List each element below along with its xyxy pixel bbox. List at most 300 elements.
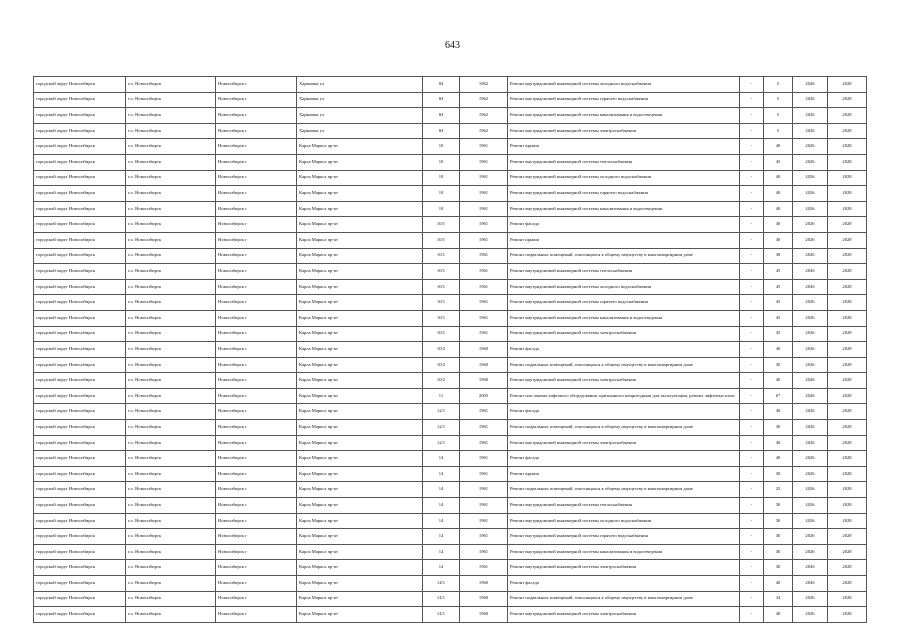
cell-year-end: 2028 [828, 435, 867, 451]
table-row [34, 466, 867, 482]
cell-work-type: Ремонт внутридомовой инженерной системы электроснабжения [508, 435, 740, 451]
cell-year-end: 2028 [828, 373, 867, 389]
cell-street: Карла Маркса пр-кт [297, 404, 423, 420]
cell-year-end: 2028 [828, 451, 867, 467]
cell-year-built: 1962 [460, 77, 508, 93]
cell-house: 10 [423, 154, 460, 170]
cell-municipality: г.о. Новосибирск [126, 186, 216, 202]
cell-count: 5 [764, 123, 793, 139]
table-row [34, 342, 867, 358]
cell-year-built: 1962 [460, 108, 508, 124]
cell-street: Карла Маркса пр-кт [297, 217, 423, 233]
cell-street: Карла Маркса пр-кт [297, 388, 423, 404]
cell-year-start: 2026 [793, 466, 828, 482]
cell-count: 30 [764, 357, 793, 373]
cell-year-built: 1961 [460, 186, 508, 202]
cell-dash: - [740, 295, 764, 311]
cell-city: Новосибирск г [216, 544, 297, 560]
cell-okrug: городской округ Новосибирск [34, 326, 126, 342]
cell-year-start: 2026 [793, 326, 828, 342]
cell-city: Новосибирск г [216, 451, 297, 467]
cell-okrug: городской округ Новосибирск [34, 248, 126, 264]
cell-dash: - [740, 591, 764, 607]
cell-city: Новосибирск г [216, 576, 297, 592]
cell-count: 6* [764, 388, 793, 404]
cell-year-end: 2028 [828, 264, 867, 280]
cell-work-type: Ремонт внутридомовой инженерной системы канализования и водоотведения [508, 108, 740, 124]
cell-year-start: 2026 [793, 92, 828, 108]
cell-year-built: 1961 [460, 248, 508, 264]
cell-dash: - [740, 310, 764, 326]
cell-work-type: Ремонт внутридомовой инженерной системы горячего водоснабжения [508, 529, 740, 545]
cell-city: Новосибирск г [216, 92, 297, 108]
cell-year-start: 2026 [793, 482, 828, 498]
cell-year-built: 1961 [460, 435, 508, 451]
table-row [34, 591, 867, 607]
cell-okrug: городской округ Новосибирск [34, 466, 126, 482]
cell-house: 14/1 [423, 607, 460, 623]
cell-okrug: городской округ Новосибирск [34, 560, 126, 576]
cell-city: Новосибирск г [216, 310, 297, 326]
cell-year-end: 2028 [828, 92, 867, 108]
cell-house: 10/1 [423, 232, 460, 248]
cell-municipality: г.о. Новосибирск [126, 123, 216, 139]
cell-municipality: г.о. Новосибирск [126, 435, 216, 451]
cell-year-built: 1961 [460, 482, 508, 498]
cell-year-end: 2028 [828, 139, 867, 155]
cell-street: Карла Маркса пр-кт [297, 576, 423, 592]
cell-house: 14/1 [423, 576, 460, 592]
cell-house: 10 [423, 186, 460, 202]
cell-year-start: 2026 [793, 404, 828, 420]
cell-count: 45 [764, 310, 793, 326]
cell-work-type: Ремонт фасада [508, 217, 740, 233]
cell-house: 14 [423, 466, 460, 482]
cell-year-built: 1961 [460, 295, 508, 311]
cell-year-start: 2026 [793, 295, 828, 311]
cell-municipality: г.о. Новосибирск [126, 77, 216, 93]
cell-dash: - [740, 108, 764, 124]
cell-municipality: г.о. Новосибирск [126, 342, 216, 358]
cell-municipality: г.о. Новосибирск [126, 170, 216, 186]
cell-municipality: г.о. Новосибирск [126, 451, 216, 467]
cell-count: 40 [764, 186, 793, 202]
cell-year-start: 2026 [793, 139, 828, 155]
cell-year-end: 2028 [828, 404, 867, 420]
cell-year-built: 1961 [460, 201, 508, 217]
cell-year-start: 2026 [793, 264, 828, 280]
table-row [34, 420, 867, 436]
cell-municipality: г.о. Новосибирск [126, 279, 216, 295]
table-row [34, 108, 867, 124]
table-row [34, 607, 867, 623]
table-row [34, 123, 867, 139]
cell-year-end: 2028 [828, 217, 867, 233]
cell-year-built: 1962 [460, 123, 508, 139]
cell-work-type: Ремонт внутридомовой инженерной системы канализования и водоотведения [508, 544, 740, 560]
cell-year-built: 1960 [460, 607, 508, 623]
table-row [34, 404, 867, 420]
cell-count: 40 [764, 342, 793, 358]
cell-year-built: 1960 [460, 373, 508, 389]
cell-work-type: Ремонт внутридомовой инженерной системы теплоснабжения [508, 264, 740, 280]
cell-street: Карла Маркса пр-кт [297, 279, 423, 295]
cell-city: Новосибирск г [216, 388, 297, 404]
cell-okrug: городской округ Новосибирск [34, 513, 126, 529]
cell-year-end: 2028 [828, 420, 867, 436]
cell-city: Новосибирск г [216, 466, 297, 482]
cell-street: Хармаина ул [297, 92, 423, 108]
cell-house: 84 [423, 92, 460, 108]
cell-year-end: 2028 [828, 544, 867, 560]
cell-street: Карла Маркса пр-кт [297, 154, 423, 170]
cell-dash: - [740, 201, 764, 217]
cell-count: 30 [764, 513, 793, 529]
cell-count: 30 [764, 498, 793, 514]
cell-dash: - [740, 264, 764, 280]
cell-municipality: г.о. Новосибирск [126, 513, 216, 529]
cell-dash: - [740, 357, 764, 373]
cell-year-start: 2026 [793, 154, 828, 170]
cell-okrug: городской округ Новосибирск [34, 342, 126, 358]
table-row [34, 186, 867, 202]
cell-municipality: г.о. Новосибирск [126, 295, 216, 311]
cell-municipality: г.о. Новосибирск [126, 92, 216, 108]
table-row [34, 388, 867, 404]
cell-work-type: Ремонт внутридомовой инженерной системы теплоснабжения [508, 498, 740, 514]
cell-city: Новосибирск г [216, 279, 297, 295]
cell-street: Карла Маркса пр-кт [297, 357, 423, 373]
cell-okrug: городской округ Новосибирск [34, 232, 126, 248]
cell-okrug: городской округ Новосибирск [34, 154, 126, 170]
cell-street: Карла Маркса пр-кт [297, 264, 423, 280]
table-row [34, 529, 867, 545]
cell-city: Новосибирск г [216, 607, 297, 623]
cell-house: 10/2 [423, 342, 460, 358]
cell-okrug: городской округ Новосибирск [34, 139, 126, 155]
cell-house: 10/1 [423, 217, 460, 233]
cell-dash: - [740, 326, 764, 342]
table-row [34, 435, 867, 451]
cell-municipality: г.о. Новосибирск [126, 560, 216, 576]
cell-year-start: 2026 [793, 217, 828, 233]
cell-house: 14 [423, 482, 460, 498]
cell-street: Карла Маркса пр-кт [297, 139, 423, 155]
cell-count: 5 [764, 92, 793, 108]
cell-dash: - [740, 342, 764, 358]
cell-year-start: 2026 [793, 123, 828, 139]
cell-municipality: г.о. Новосибирск [126, 201, 216, 217]
cell-year-start: 2026 [793, 498, 828, 514]
cell-okrug: городской округ Новосибирск [34, 388, 126, 404]
cell-work-type: Ремонт внутридомовой инженерной системы электроснабжения [508, 373, 740, 389]
cell-year-start: 2026 [793, 576, 828, 592]
cell-work-type: Ремонт подвальных помещений, относящихся к общему имуществу в многоквартирном доме [508, 420, 740, 436]
cell-count: 30 [764, 466, 793, 482]
cell-house: 84 [423, 108, 460, 124]
cell-year-built: 1960 [460, 342, 508, 358]
cell-city: Новосибирск г [216, 154, 297, 170]
table-row [34, 248, 867, 264]
cell-year-built: 1961 [460, 420, 508, 436]
table-row [34, 264, 867, 280]
cell-house: 10/2 [423, 373, 460, 389]
table-row [34, 513, 867, 529]
cell-street: Карла Маркса пр-кт [297, 373, 423, 389]
table-row [34, 139, 867, 155]
cell-year-start: 2026 [793, 529, 828, 545]
cell-year-built: 1960 [460, 591, 508, 607]
cell-city: Новосибирск г [216, 498, 297, 514]
cell-count: 40 [764, 139, 793, 155]
cell-year-built: 1961 [460, 154, 508, 170]
cell-okrug: городской округ Новосибирск [34, 92, 126, 108]
cell-count: 40 [764, 217, 793, 233]
cell-okrug: городской округ Новосибирск [34, 170, 126, 186]
cell-municipality: г.о. Новосибирск [126, 357, 216, 373]
cell-municipality: г.о. Новосибирск [126, 217, 216, 233]
cell-street: Карла Маркса пр-кт [297, 560, 423, 576]
cell-year-end: 2028 [828, 607, 867, 623]
cell-street: Карла Маркса пр-кт [297, 529, 423, 545]
cell-house: 12/1 [423, 435, 460, 451]
cell-okrug: городской округ Новосибирск [34, 108, 126, 124]
cell-okrug: городской округ Новосибирск [34, 186, 126, 202]
cell-count: 45 [764, 295, 793, 311]
cell-year-start: 2026 [793, 607, 828, 623]
cell-city: Новосибирск г [216, 482, 297, 498]
cell-year-start: 2026 [793, 232, 828, 248]
cell-work-type: Ремонт внутридомовой инженерной системы электроснабжения [508, 123, 740, 139]
cell-okrug: городской округ Новосибирск [34, 591, 126, 607]
cell-year-built: 1961 [460, 498, 508, 514]
cell-street: Карла Маркса пр-кт [297, 435, 423, 451]
cell-work-type: Ремонт внутридомовой инженерной системы канализования и водоотведения [508, 310, 740, 326]
cell-year-start: 2026 [793, 357, 828, 373]
cell-municipality: г.о. Новосибирск [126, 482, 216, 498]
cell-street: Карла Маркса пр-кт [297, 451, 423, 467]
cell-year-built: 1961 [460, 232, 508, 248]
cell-okrug: городской округ Новосибирск [34, 404, 126, 420]
cell-house: 10/1 [423, 310, 460, 326]
cell-city: Новосибирск г [216, 420, 297, 436]
cell-municipality: г.о. Новосибирск [126, 264, 216, 280]
cell-count: 40 [764, 170, 793, 186]
cell-year-built: 1961 [460, 326, 508, 342]
cell-year-start: 2026 [793, 201, 828, 217]
cell-dash: - [740, 544, 764, 560]
cell-okrug: городской округ Новосибирск [34, 451, 126, 467]
cell-year-built: 1960 [460, 576, 508, 592]
cell-municipality: г.о. Новосибирск [126, 576, 216, 592]
cell-street: Карла Маркса пр-кт [297, 513, 423, 529]
cell-count: 45 [764, 326, 793, 342]
cell-year-end: 2028 [828, 482, 867, 498]
cell-street: Карла Маркса пр-кт [297, 591, 423, 607]
cell-year-built: 1960 [460, 357, 508, 373]
cell-street: Карла Маркса пр-кт [297, 466, 423, 482]
cell-work-type: Ремонт внутридомовой инженерной системы холодного водоснабжения [508, 77, 740, 93]
cell-house: 10 [423, 201, 460, 217]
cell-okrug: городской округ Новосибирск [34, 420, 126, 436]
table-row [34, 373, 867, 389]
cell-year-built: 1961 [460, 466, 508, 482]
cell-dash: - [740, 217, 764, 233]
cell-house: 10/2 [423, 357, 460, 373]
cell-dash: - [740, 92, 764, 108]
cell-count: 38 [764, 248, 793, 264]
cell-count: 30 [764, 544, 793, 560]
cell-year-end: 2028 [828, 170, 867, 186]
cell-dash: - [740, 232, 764, 248]
cell-year-end: 2028 [828, 591, 867, 607]
cell-city: Новосибирск г [216, 529, 297, 545]
cell-okrug: городской округ Новосибирск [34, 310, 126, 326]
table-row [34, 279, 867, 295]
cell-house: 12/1 [423, 404, 460, 420]
cell-work-type: Ремонт внутридомовой инженерной системы горячего водоснабжения [508, 186, 740, 202]
cell-year-start: 2026 [793, 420, 828, 436]
cell-city: Новосибирск г [216, 77, 297, 93]
cell-municipality: г.о. Новосибирск [126, 404, 216, 420]
cell-city: Новосибирск г [216, 139, 297, 155]
cell-year-start: 2026 [793, 513, 828, 529]
cell-count: 45 [764, 279, 793, 295]
cell-municipality: г.о. Новосибирск [126, 544, 216, 560]
cell-street: Карла Маркса пр-кт [297, 232, 423, 248]
cell-house: 10 [423, 139, 460, 155]
cell-city: Новосибирск г [216, 342, 297, 358]
page-number: 643 [445, 40, 460, 51]
cell-year-end: 2028 [828, 201, 867, 217]
cell-year-end: 2028 [828, 248, 867, 264]
cell-dash: - [740, 529, 764, 545]
cell-work-type: Ремонт крыши [508, 466, 740, 482]
cell-year-start: 2026 [793, 435, 828, 451]
cell-city: Новосибирск г [216, 373, 297, 389]
cell-city: Новосибирск г [216, 404, 297, 420]
table-row [34, 295, 867, 311]
cell-dash: - [740, 420, 764, 436]
cell-city: Новосибирск г [216, 295, 297, 311]
cell-dash: - [740, 170, 764, 186]
cell-year-built: 1961 [460, 404, 508, 420]
cell-year-end: 2028 [828, 295, 867, 311]
cell-work-type: Ремонт внутридомовой инженерной системы горячего водоснабжения [508, 92, 740, 108]
cell-municipality: г.о. Новосибирск [126, 498, 216, 514]
table-row [34, 92, 867, 108]
cell-street: Карла Маркса пр-кт [297, 170, 423, 186]
cell-work-type: Ремонт внутридомовой инженерной системы канализования и водоотведения [508, 201, 740, 217]
cell-count: 25 [764, 482, 793, 498]
cell-work-type: Ремонт внутридомовой инженерной системы холодного водоснабжения [508, 279, 740, 295]
cell-year-start: 2026 [793, 544, 828, 560]
cell-year-built: 1961 [460, 139, 508, 155]
cell-house: 84 [423, 123, 460, 139]
cell-dash: - [740, 388, 764, 404]
cell-year-start: 2026 [793, 310, 828, 326]
cell-count: 40 [764, 607, 793, 623]
table-row [34, 77, 867, 93]
cell-count: 30 [764, 529, 793, 545]
cell-dash: - [740, 451, 764, 467]
cell-work-type: Ремонт подвальных помещений, относящихся к общему имуществу в многоквартирном доме [508, 357, 740, 373]
cell-municipality: г.о. Новосибирск [126, 248, 216, 264]
cell-dash: - [740, 466, 764, 482]
cell-city: Новосибирск г [216, 232, 297, 248]
cell-count: 30 [764, 420, 793, 436]
cell-house: 14 [423, 498, 460, 514]
table-row [34, 170, 867, 186]
cell-municipality: г.о. Новосибирск [126, 373, 216, 389]
cell-work-type: Ремонт фасада [508, 404, 740, 420]
cell-okrug: городской округ Новосибирск [34, 607, 126, 623]
cell-house: 10/1 [423, 264, 460, 280]
cell-work-type: Ремонт внутридомовой инженерной системы горячего водоснабжения [508, 295, 740, 311]
cell-house: 14 [423, 513, 460, 529]
cell-year-built: 1961 [460, 310, 508, 326]
cell-year-built: 1962 [460, 92, 508, 108]
cell-year-end: 2028 [828, 498, 867, 514]
cell-city: Новосибирск г [216, 560, 297, 576]
cell-city: Новосибирск г [216, 201, 297, 217]
table-row [34, 232, 867, 248]
table-row [34, 544, 867, 560]
cell-house: 10/1 [423, 248, 460, 264]
cell-municipality: г.о. Новосибирск [126, 154, 216, 170]
cell-year-end: 2028 [828, 279, 867, 295]
repair-schedule-table [33, 76, 867, 623]
cell-year-end: 2028 [828, 326, 867, 342]
cell-municipality: г.о. Новосибирск [126, 310, 216, 326]
cell-house: 14 [423, 529, 460, 545]
cell-work-type: Ремонт внутридомовой инженерной системы холодного водоснабжения [508, 513, 740, 529]
cell-work-type: Ремонт фасада [508, 451, 740, 467]
cell-year-built: 1961 [460, 279, 508, 295]
cell-house: 10/1 [423, 295, 460, 311]
cell-okrug: городской округ Новосибирск [34, 201, 126, 217]
cell-work-type: Ремонт внутридомовой инженерной системы электроснабжения [508, 560, 740, 576]
cell-year-start: 2026 [793, 186, 828, 202]
cell-year-built: 1961 [460, 451, 508, 467]
cell-street: Карла Маркса пр-кт [297, 420, 423, 436]
cell-street: Карла Маркса пр-кт [297, 248, 423, 264]
table-row [34, 498, 867, 514]
cell-city: Новосибирск г [216, 248, 297, 264]
cell-city: Новосибирск г [216, 186, 297, 202]
cell-year-end: 2028 [828, 186, 867, 202]
cell-year-built: 1961 [460, 217, 508, 233]
cell-okrug: городской округ Новосибирск [34, 279, 126, 295]
cell-municipality: г.о. Новосибирск [126, 420, 216, 436]
cell-street: Карла Маркса пр-кт [297, 310, 423, 326]
cell-dash: - [740, 560, 764, 576]
cell-street: Карла Маркса пр-кт [297, 482, 423, 498]
cell-street: Карла Маркса пр-кт [297, 326, 423, 342]
cell-count: 30 [764, 560, 793, 576]
cell-street: Карла Маркса пр-кт [297, 498, 423, 514]
cell-okrug: городской округ Новосибирск [34, 482, 126, 498]
cell-municipality: г.о. Новосибирск [126, 232, 216, 248]
cell-work-type: Ремонт внутридомовой инженерной системы холодного водоснабжения [508, 170, 740, 186]
cell-year-start: 2026 [793, 451, 828, 467]
cell-count: 40 [764, 201, 793, 217]
cell-house: 10 [423, 170, 460, 186]
cell-okrug: городской округ Новосибирск [34, 123, 126, 139]
cell-year-end: 2028 [828, 154, 867, 170]
cell-city: Новосибирск г [216, 326, 297, 342]
cell-year-built: 1961 [460, 264, 508, 280]
